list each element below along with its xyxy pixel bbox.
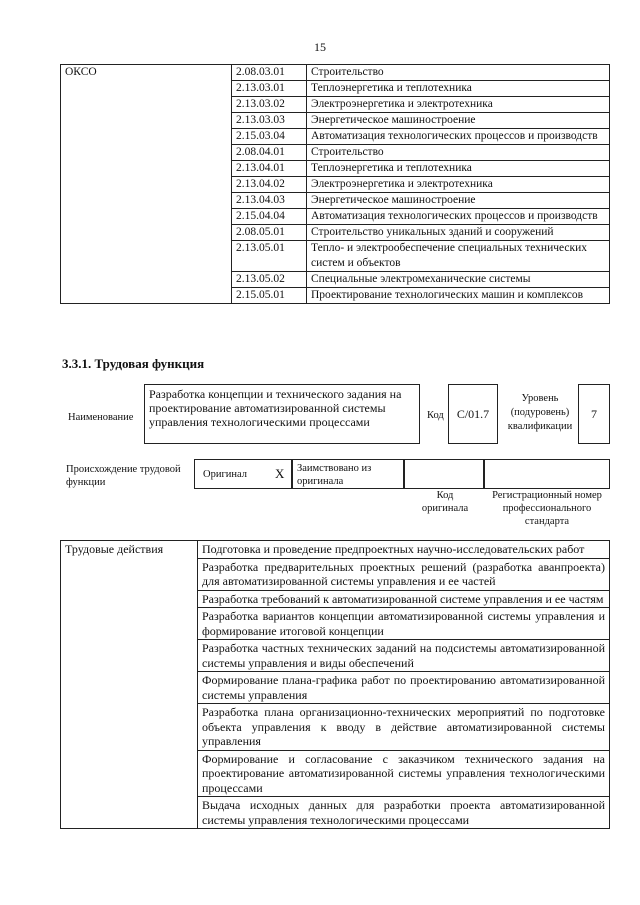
- borrowed-box: [292, 459, 404, 489]
- okso-code: 2.13.05.01: [232, 241, 307, 272]
- okso-name: Тепло- и электрообеспечение специальных технических систем и объектов: [307, 241, 610, 272]
- okso-name: Строительство: [307, 145, 610, 161]
- okso-code: 2.15.04.04: [232, 209, 307, 225]
- okso-name: Специальные электромеханические системы: [307, 272, 610, 288]
- level-value: 7: [591, 406, 597, 421]
- okso-code: 2.15.03.04: [232, 129, 307, 145]
- borrowed-label: Заимствовано из оригинала: [297, 463, 372, 487]
- code-original-label: Код оригинала: [421, 490, 469, 514]
- section-heading: 3.3.1. Трудовая функция: [62, 356, 205, 371]
- okso-name: Автоматизация технологических процессов и производств: [307, 209, 610, 225]
- okso-name: Проектирование технологических машин и комплексов: [307, 288, 610, 304]
- okso-name: Электроэнергетика и электротехника: [307, 177, 610, 193]
- action-row: [61, 541, 610, 559]
- okso-code: 2.13.03.03: [232, 113, 307, 129]
- code-original-box: [404, 459, 484, 489]
- action-item: Выдача исходных данных для разработки проекта автоматизированной системы управления технологическими процессами: [198, 797, 610, 829]
- level-value-box: [578, 384, 610, 444]
- actions-label: Трудовые действия: [61, 541, 198, 829]
- okso-name: Теплоэнергетика и теплотехника: [307, 161, 610, 177]
- okso-name: Строительство уникальных зданий и сооружений: [307, 225, 610, 241]
- action-item: Разработка вариантов концепции автоматизированной системы управления и формирование итоговой концепции: [198, 608, 610, 640]
- action-item: Формирование плана-графика работ по проектированию автоматизированной системы управления: [198, 672, 610, 704]
- okso-code: 2.13.04.02: [232, 177, 307, 193]
- original-box: [194, 459, 292, 489]
- action-item: Формирование и согласование с заказчиком технического задания на проектирование автоматизированной системы управления технологическими процессами: [198, 750, 610, 797]
- okso-name: Энергетическое машиностроение: [307, 193, 610, 209]
- okso-label: ОКСО: [61, 65, 232, 304]
- code-value-box: [448, 384, 498, 444]
- okso-code: 2.13.03.02: [232, 97, 307, 113]
- okso-table: [60, 64, 610, 304]
- okso-name: Электроэнергетика и электротехника: [307, 97, 610, 113]
- okso-code: 2.08.04.01: [232, 145, 307, 161]
- okso-code: 2.08.05.01: [232, 225, 307, 241]
- reg-number-label: Регистрационный номер профессионального стандарта: [492, 490, 602, 527]
- origin-label: Происхождение трудовой функции: [66, 464, 181, 488]
- name-label: Наименование: [68, 412, 134, 423]
- okso-code: 2.08.03.01: [232, 65, 307, 81]
- okso-code: 2.13.04.01: [232, 161, 307, 177]
- okso-code: 2.13.03.01: [232, 81, 307, 97]
- code-value: C/01.7: [456, 406, 490, 421]
- okso-name: Строительство: [307, 65, 610, 81]
- okso-name: Теплоэнергетика и теплотехника: [307, 81, 610, 97]
- level-label: Уровень (подуровень) квалификации: [507, 393, 573, 432]
- okso-name: Автоматизация технологических процессов и производств: [307, 129, 610, 145]
- okso-row: [61, 65, 610, 81]
- action-item: Разработка плана организационно-технических мероприятий по подготовке объекта управления к вводу в действие автоматизированной системы управления: [198, 704, 610, 751]
- action-item: Разработка требований к автоматизированной системе управления и ее частям: [198, 590, 610, 608]
- page-number: 15: [314, 40, 326, 54]
- original-label: Оригинал: [203, 469, 247, 480]
- function-name-box: [144, 384, 420, 444]
- okso-name: Энергетическое машиностроение: [307, 113, 610, 129]
- okso-code: 2.13.04.03: [232, 193, 307, 209]
- code-label: Код: [427, 410, 444, 421]
- okso-code: 2.13.05.02: [232, 272, 307, 288]
- original-mark: X: [275, 466, 285, 481]
- okso-code: 2.15.05.01: [232, 288, 307, 304]
- actions-table: [60, 540, 610, 829]
- action-item: Разработка предварительных проектных решений (разработка аванпроекта) для автоматизированной системы управления и ее частей: [198, 558, 610, 590]
- action-item: Подготовка и проведение предпроектных научно-исследовательских работ: [198, 541, 610, 559]
- action-item: Разработка частных технических заданий на подсистемы автоматизированной системы управления и виды обеспечений: [198, 640, 610, 672]
- reg-number-box: [484, 459, 610, 489]
- function-name-value: Разработка концепции и технического задания на проектирование автоматизированной системы управления технологическими процессами: [149, 387, 402, 429]
